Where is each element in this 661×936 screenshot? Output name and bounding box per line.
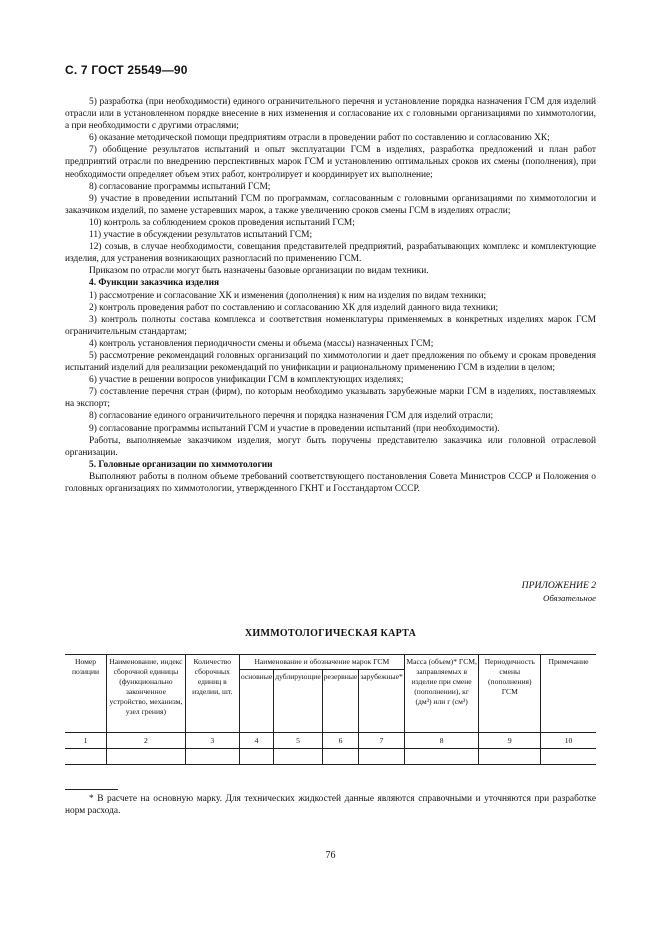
paragraph: 8) согласование единого ограничительного перечня и порядка назначения ГСМ для изделий отрасли; xyxy=(89,411,494,422)
column-number: 8 xyxy=(404,733,479,749)
column-number: 1 xyxy=(65,733,107,749)
header-position-number: Номер позиции xyxy=(65,655,107,733)
paragraph: 9) участие в проведении испытаний ГСМ по программам, согласованным с головными организациями по химмотологии и заказчиком изделий, по замене устаревших марок, а также увеличению сроков смены ГСМ в изделиях отрасли; xyxy=(65,193,596,216)
header-assembly-name: Наименование, индекс сборочной единицы (функционально законченное устройство, механизм, узел грения) xyxy=(107,655,186,733)
header-periodicity: Периодичность смены (пополнения) ГСМ xyxy=(479,655,541,733)
column-number: 6 xyxy=(322,733,359,749)
header-foreign-grades: зарубежные* xyxy=(359,670,404,733)
paragraph: 10) контроль за соблюдением сроков проведения испытаний ГСМ; xyxy=(89,217,355,228)
paragraph: 8) согласование программы испытаний ГСМ; xyxy=(89,181,271,192)
paragraph: 7) обобщение результатов испытаний и опыт эксплуатации ГСМ в изделиях, разработка предложений и план работ предприятий отрасли по внедрению перспективных марок ГСМ и установлению оптимальных сроков их смены (пополнения), при необходимости определяет объем этих работ, контролирует и координирует их выполнение; xyxy=(65,145,596,180)
column-number: 9 xyxy=(479,733,541,749)
appendix-type: Обязательное xyxy=(542,593,596,603)
paragraph: 12) созыв, в случае необходимости, совещания представителей предприятий, разрабатывающих комплекс и комплектующие изделия, для устранения возникающих разногласий по применению ГСМ. xyxy=(65,242,596,265)
paragraph: Выполняют работы в полном объеме требований соответствующего постановления Совета Министров СССР и Положения о головных организациях по химмотологии, утвержденного ГКНТ и Госстандартом СССР. xyxy=(65,471,596,494)
header-mass: Масса (объем)* ГСМ, заправляемых в изделие при смене (пополнении), кг (дм³) или г (см³) xyxy=(404,655,479,733)
paragraph: Приказом по отрасли могут быть назначены базовые организации по видам техники. xyxy=(89,266,429,277)
footnote: * В расчете на основную марку. Для технических жидкостей данные являются справочными и уточняются при разработке норм расхода. xyxy=(65,794,596,816)
appendix-title: ПРИЛОЖЕНИЕ 2 xyxy=(521,580,596,591)
section-heading: 5. Головные организации по химмотологии xyxy=(89,459,273,470)
column-number: 10 xyxy=(541,733,596,749)
page-number: 76 xyxy=(325,850,336,861)
page-header: С. 7 ГОСТ 25549—90 xyxy=(65,63,188,77)
paragraph: 7) составление перечня стран (фирм), по которым необходимо указывать зарубежные марки ГСМ в изделиях, поставляемых на экспорт; xyxy=(65,387,596,410)
footnote-divider xyxy=(65,789,118,790)
column-number: 4 xyxy=(239,733,273,749)
header-backup-grades: дублирующие xyxy=(274,670,323,733)
header-main-grades: основные xyxy=(239,670,273,733)
paragraph: 9) согласование программы испытаний ГСМ и участие в проведении испытаний (при необходимости). xyxy=(89,423,500,434)
paragraph: 6) участие в решении вопросов унификации ГСМ в комплектующих изделиях; xyxy=(89,375,404,386)
column-number-row xyxy=(65,733,596,749)
header-note: Примечание xyxy=(541,655,596,733)
column-number: 2 xyxy=(107,733,186,749)
header-quantity: Количество сборочных единиц в изделии, шт. xyxy=(185,655,239,733)
body-text xyxy=(65,96,596,495)
paragraph: 1) рассмотрение и согласование ХК и изменения (дополнения) к ним на изделия по видам техники; xyxy=(89,290,487,301)
paragraph: Работы, выполняемые заказчиком изделия, могут быть поручены представителю заказчика или головной отраслевой организации. xyxy=(65,435,596,458)
paragraph: 3) контроль полноты состава комплекса и соответствия номенклатуры применяемых в конкретных изделиях марок ГСМ ограничительным стандартам; xyxy=(65,314,596,337)
column-number: 3 xyxy=(185,733,239,749)
paragraph: 4) контроль установления периодичности смены и объема (массы) назначенных ГСМ; xyxy=(89,338,434,349)
paragraph: 11) участие в обсуждении результатов испытаний ГСМ; xyxy=(89,230,313,241)
column-number: 7 xyxy=(359,733,404,749)
header-reserve-grades: резервные xyxy=(322,670,359,733)
table-row xyxy=(65,749,596,765)
header-grade-group: Наименование и обозначение марок ГСМ xyxy=(239,655,404,670)
paragraph: 2) контроль проведения работ по составлению и согласованию ХК для изделий данного вида техники; xyxy=(89,302,499,313)
paragraph: 6) оказание методической помощи предприятиям отрасли в проведении работ по составлению и согласованию ХК; xyxy=(89,133,550,144)
column-number: 5 xyxy=(274,733,323,749)
section-heading: 4. Функции заказчика изделия xyxy=(89,278,220,289)
chemmotology-card-table xyxy=(65,654,596,765)
appendix-label xyxy=(522,580,596,604)
card-title: ХИММОТОЛОГИЧЕСКАЯ КАРТА xyxy=(244,628,417,639)
paragraph: 5) рассмотрение рекомендаций головных организаций по химмотологии и дает предложения по объему и срокам проведения испытаний изделий для реализации рекомендаций по унификации и рациональному применению ГСМ в изделии в целом; xyxy=(65,350,596,374)
paragraph: 5) разработка (при необходимости) единого ограничительного перечня и установление порядка назначения ГСМ для изделий отрасли или в установленном порядке внесение в них изменения и согласование их с головными организациями по химмотологии, а при необходимости с другими отраслями; xyxy=(65,97,596,132)
